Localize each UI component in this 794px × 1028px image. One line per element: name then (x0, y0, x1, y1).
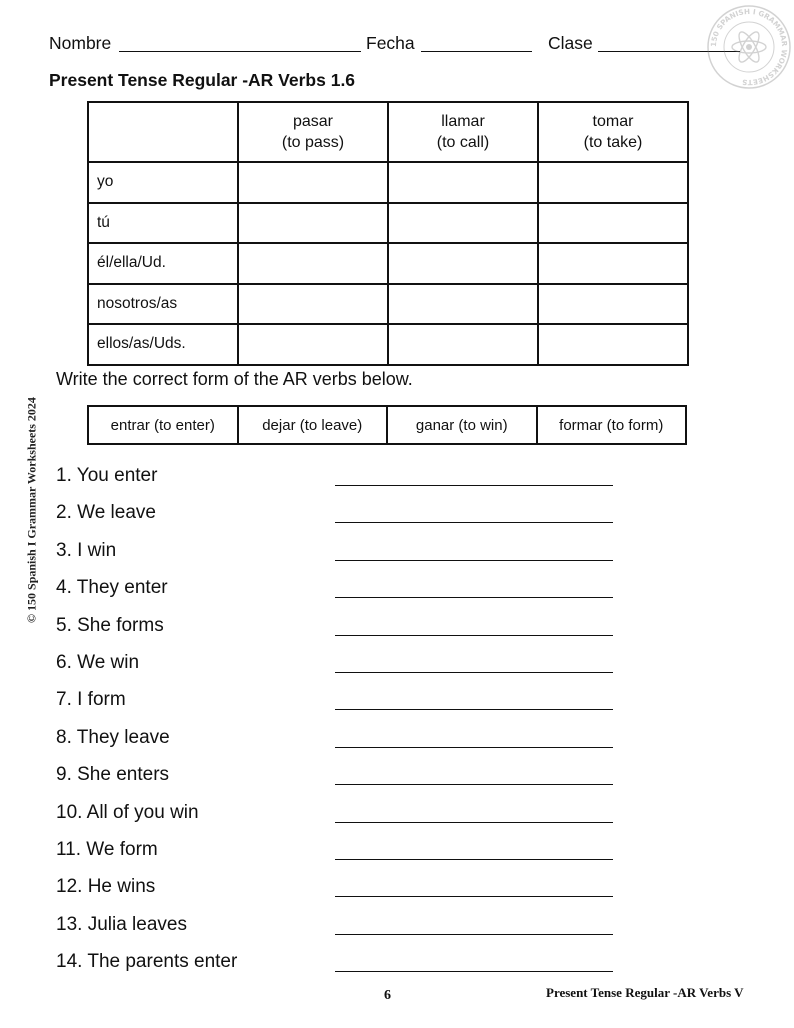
answer-line[interactable] (335, 485, 613, 486)
answer-cell[interactable] (388, 203, 538, 244)
pronoun-cell: yo (88, 162, 238, 203)
list-item (56, 836, 676, 873)
exercise-prompt: 7. I form (56, 689, 126, 711)
exercise-prompt: 2. We leave (56, 502, 156, 524)
answer-cell[interactable] (388, 284, 538, 325)
table-row (88, 162, 688, 203)
answer-cell[interactable] (538, 284, 688, 325)
answer-line[interactable] (335, 522, 613, 523)
pronoun-cell: tú (88, 203, 238, 244)
exercise-prompt: 8. They leave (56, 726, 170, 748)
exercise-list (56, 462, 676, 985)
answer-line[interactable] (335, 784, 613, 785)
pronoun-cell: ellos/as/Uds. (88, 324, 238, 365)
list-item (56, 537, 676, 574)
verb-infinitive: tomar (592, 113, 634, 130)
verb-bank-item: entrar (to enter) (88, 406, 238, 444)
verb-bank-item: formar (to form) (537, 406, 687, 444)
answer-line[interactable] (335, 896, 613, 897)
list-item (56, 761, 676, 798)
atom-seal-icon (706, 4, 792, 90)
exercise-prompt: 4. They enter (56, 577, 168, 599)
list-item (56, 574, 676, 611)
instructions: Write the correct form of the AR verbs below. (56, 369, 413, 389)
answer-cell[interactable] (388, 243, 538, 284)
verb-infinitive: pasar (292, 113, 334, 130)
pronoun-cell: nosotros/as (88, 284, 238, 325)
verb-header-llamar (388, 102, 538, 162)
list-item (56, 799, 676, 836)
exercise-prompt: 12. He wins (56, 876, 156, 898)
conjugation-table (87, 101, 689, 366)
class-label: Clase (548, 33, 593, 53)
pronoun-cell: él/ella/Ud. (88, 243, 238, 284)
footer-title: Present Tense Regular -AR Verbs V (546, 985, 744, 1000)
table-row (88, 284, 688, 325)
answer-line[interactable] (335, 859, 613, 860)
verb-translation: (to take) (583, 134, 643, 151)
exercise-prompt: 3. I win (56, 539, 117, 561)
exercise-prompt: 14. The parents enter (56, 951, 238, 973)
answer-line[interactable] (335, 709, 613, 710)
answer-cell[interactable] (538, 324, 688, 365)
date-label: Fecha (366, 33, 415, 53)
answer-cell[interactable] (538, 203, 688, 244)
answer-cell[interactable] (238, 162, 388, 203)
list-item (56, 948, 676, 985)
answer-line[interactable] (335, 560, 613, 561)
answer-line[interactable] (335, 747, 613, 748)
exercise-prompt: 13. Julia leaves (56, 913, 187, 935)
exercise-prompt: 6. We win (56, 651, 140, 673)
answer-cell[interactable] (238, 243, 388, 284)
verb-translation: (to call) (436, 134, 490, 151)
exercise-prompt: 9. She enters (56, 764, 170, 786)
table-row (88, 243, 688, 284)
answer-line[interactable] (335, 635, 613, 636)
answer-line[interactable] (335, 822, 613, 823)
name-label: Nombre (49, 33, 112, 53)
verb-header-tomar (538, 102, 688, 162)
verb-bank-item: ganar (to win) (387, 406, 537, 444)
verb-header-pasar (238, 102, 388, 162)
answer-cell[interactable] (238, 203, 388, 244)
exercise-prompt: 5. She forms (56, 614, 164, 636)
list-item (56, 724, 676, 761)
answer-line[interactable] (335, 971, 613, 972)
list-item (56, 911, 676, 948)
answer-cell[interactable] (388, 162, 538, 203)
answer-cell[interactable] (238, 324, 388, 365)
list-item (56, 462, 676, 499)
answer-line[interactable] (335, 597, 613, 598)
verb-bank-row (88, 406, 686, 444)
name-field[interactable] (119, 51, 361, 52)
exercise-prompt: 11. We form (56, 838, 158, 860)
list-item (56, 873, 676, 910)
verb-bank-item: dejar (to leave) (238, 406, 388, 444)
answer-line[interactable] (335, 934, 613, 935)
list-item (56, 499, 676, 536)
svg-text:150 SPANISH I GRAMMAR WORKSHEE: 150 SPANISH I GRAMMAR WORKSHEETS (708, 6, 790, 88)
answer-cell[interactable] (538, 162, 688, 203)
conjugation-header-row (88, 102, 688, 162)
list-item (56, 649, 676, 686)
list-item (56, 686, 676, 723)
answer-cell[interactable] (238, 284, 388, 325)
corner-cell (88, 102, 238, 162)
answer-cell[interactable] (538, 243, 688, 284)
table-row (88, 324, 688, 365)
exercise-prompt: 10. All of you win (56, 801, 199, 823)
list-item (56, 612, 676, 649)
table-row (88, 203, 688, 244)
page-number: 6 (384, 988, 391, 1003)
answer-line[interactable] (335, 672, 613, 673)
date-field[interactable] (421, 51, 532, 52)
side-copyright: © 150 Spanish I Grammar Worksheets 2024 (24, 397, 39, 623)
answer-cell[interactable] (388, 324, 538, 365)
verb-bank (87, 405, 687, 445)
verb-translation: (to pass) (281, 134, 345, 151)
worksheet-title: Present Tense Regular -AR Verbs 1.6 (49, 70, 356, 90)
exercise-prompt: 1. You enter (56, 465, 158, 486)
verb-infinitive: llamar (441, 113, 485, 130)
